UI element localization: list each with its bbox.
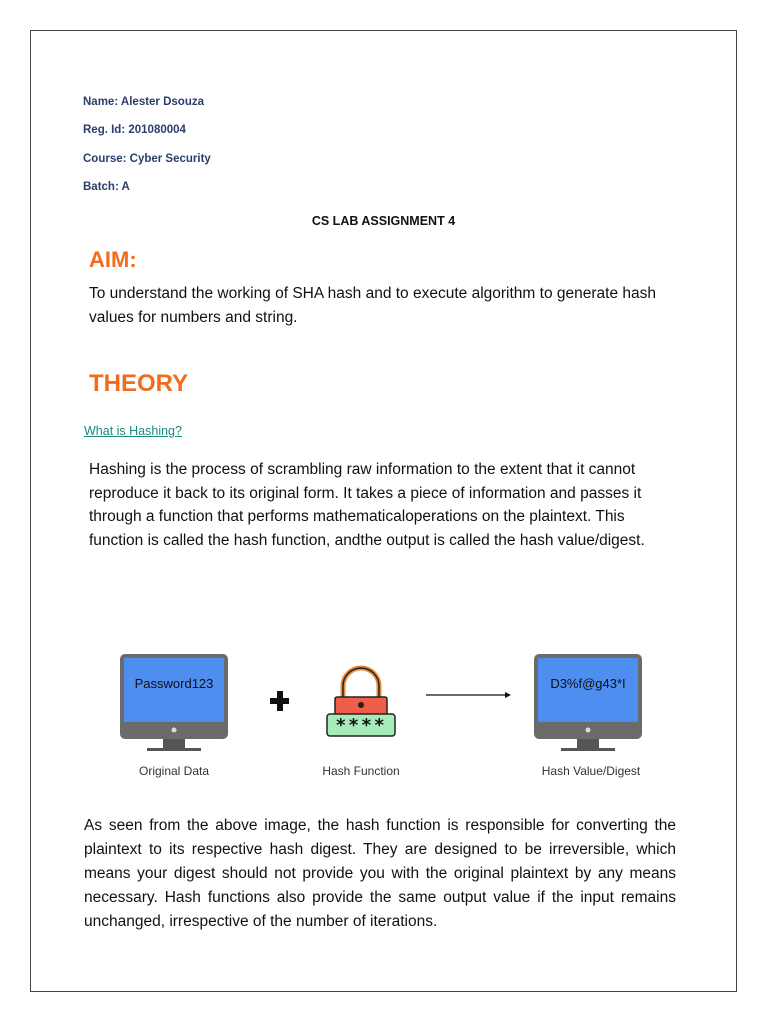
original-data-monitor-icon <box>120 654 228 751</box>
caption-original-data: Original Data <box>138 764 210 778</box>
arrow-right-icon <box>426 692 511 698</box>
theory-paragraph-1: Hashing is the process of scrambling raw information to the extent that it cannot reproduce it back to its original form. It takes a piece of information and passes it through a function that performs mathematicaloperations on the plaintext. This function is called the hash function, andthe output is called the hash value/digest. <box>89 461 645 549</box>
output-screen-text: D3%f@g43*I <box>550 676 626 691</box>
aim-text: To understand the working of SHA hash and to execute algorithm to generate hash values for numbers and string. <box>89 285 656 326</box>
student-course: Course: Cyber Security <box>83 153 211 165</box>
document-title: CS LAB ASSIGNMENT 4 <box>311 214 456 228</box>
aim-heading: AIM: <box>89 247 137 272</box>
student-batch: Batch: A <box>83 181 130 193</box>
theory-heading: THEORY <box>89 370 189 397</box>
password-mask-text: **** <box>335 715 387 736</box>
student-name: Name: Alester Dsouza <box>83 96 205 108</box>
hash-digest-monitor-icon <box>534 654 642 751</box>
document-page <box>30 30 737 992</box>
plus-icon <box>270 691 289 711</box>
what-is-hashing-link[interactable]: What is Hashing? <box>84 424 182 438</box>
theory-paragraph-2: As seen from the above image, the hash function is responsible for converting the plaintext to its respective hash digest. They are designed to be irreversible, which means your digest should not provide you with the original plaintext by any means necessary. Hash functions also provide the same output value if the input remains unchanged, irrespective of the number of iterations. <box>84 817 676 930</box>
input-screen-text: Password123 <box>134 676 214 691</box>
caption-hash-function: Hash Function <box>322 764 400 778</box>
caption-hash-digest: Hash Value/Digest <box>541 764 641 778</box>
student-reg-id: Reg. Id: 201080004 <box>83 124 186 136</box>
